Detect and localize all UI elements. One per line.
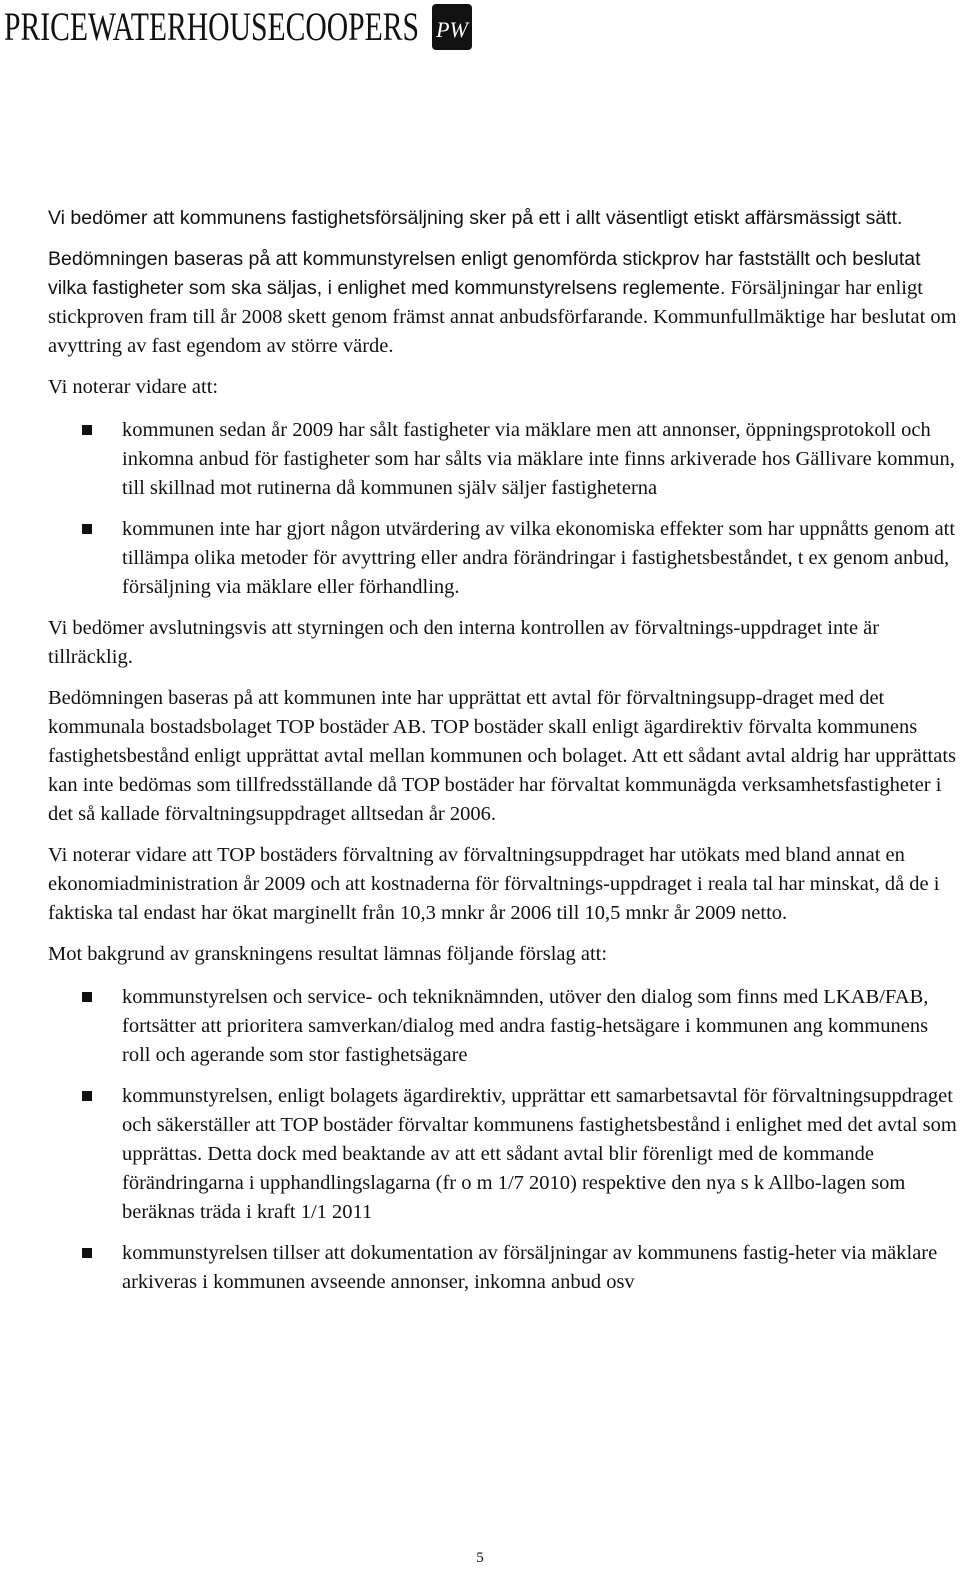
company-logo [4,0,474,52]
proposals-list [48,983,960,1297]
list-item [48,515,960,602]
conclusion-basis-paragraph: Bedömningen baseras på att kommunen inte har upprättat ett avtal för förvaltningsupp-draget med det kommunala bostadsbolaget TOP bostäder AB. TOP bostäder skall enligt ägardirektiv förvalta kommunens fastighetsbestånd enligt upprättat avtal mellan kommunen och bolaget. Att ett sådant avtal aldrig har upprättats kan inte bedömas som tillfredsställande då TOP bostäder har förvaltat kommunägda verksamhetsfastigheter i det så kallade förvaltningsuppdraget alltsedan år 2006. [48,687,957,825]
conclusion-paragraph: Vi bedömer avslutningsvis att styrningen och den interna kontrollen av förvaltnings-uppdraget inte är tillräcklig. [48,617,880,668]
assessment-basis-sans-text: Bedömningen baseras på att kommunstyrelsen enligt genomförda stickprov har fastställt och beslutat vilka fastigheter som ska säljas, i enlighet med kommunstyrelsens reglemente. [48,248,921,299]
assessment-basis-paragraph [48,245,960,361]
list-item-text: kommunen sedan år 2009 har sålt fastigheter via mäklare men att annonser, öppningsprotokoll och inkomna anbud för fastigheter som har sålts via mäklare inte finns arkiverade hos Gällivare kommun, till skillnad mot rutinerna då kommunen själv säljer fastigheterna [122,419,955,499]
assessment-ethics-paragraph: Vi bedömer att kommunens fastighetsförsäljning sker på ett i allt väsentligt etiskt affärsmässigt sätt. [48,207,903,229]
square-bullet-icon [82,1091,92,1101]
list-item [48,1239,960,1297]
square-bullet-icon [82,524,92,534]
assessment-basis-serif-text: Försäljningar har enligt stickproven fram till år 2008 skett genom främst annat anbudsförfarande. Kommunfullmäktige har beslutat om avyttring av fast egendom av större värde. [48,277,957,357]
proposals-intro-paragraph: Mot bakgrund av granskningens resultat lämnas följande förslag att: [48,943,608,965]
document-body [48,204,960,1309]
logo-mark-text: PW [436,17,468,42]
page-number: 5 [476,1550,484,1566]
top-bostader-paragraph: Vi noterar vidare att TOP bostäders förvaltning av förvaltningsuppdraget har utökats med bland annat en ekonomiadministration år 2009 och att kostnaderna för förvaltnings-uppdraget i reala tal har minskat, då de i faktiska tal endast har ökat marginellt från 10,3 mnkr år 2006 till 10,5 mnkr år 2009 netto. [48,844,940,924]
list-item [48,416,960,503]
square-bullet-icon [82,1248,92,1258]
list-item [48,1082,960,1227]
list-item-text: kommunstyrelsen tillser att dokumentation av försäljningar av kommunens fastig-heter via mäklare arkiveras i kommunen avseende annonser, inkomna anbud osv [122,1242,938,1293]
notes-intro-paragraph: Vi noterar vidare att: [48,376,219,398]
square-bullet-icon [82,425,92,435]
list-item-text: kommunen inte har gjort någon utvärdering av vilka ekonomiska effekter som har uppnåtts genom att tillämpa olika metoder för avyttring eller andra förändringar i fastighetsbeståndet, t ex genom anbud, försäljning via mäklare eller förhandling. [122,518,956,598]
square-bullet-icon [82,992,92,1002]
list-item-text: kommunstyrelsen och service- och tekniknämnden, utöver den dialog som finns med LKAB/FAB, fortsätter att prioritera samverkan/dialog med andra fastig-hetsägare i kommunen ang kommunens roll och agerande som stor fastighetsägare [122,986,929,1066]
notes-list [48,416,960,602]
logo-wordmark: PRICEWATERHOUSECOOPERS [4,4,419,49]
list-item [48,983,960,1070]
list-item-text: kommunstyrelsen, enligt bolagets ägardirektiv, upprättar ett samarbetsavtal för förvaltningsuppdraget och säkerställer att TOP bostäder förvaltar kommunens fastighetsbestånd i enlighet med det avtal som upprättas. Detta dock med beaktande av att ett sådant avtal blir förenligt med de kommande förändringarna i upphandlingslagarna (fr o m 1/7 2010) respektive den nya s k Allbo-lagen som beräknas träda i kraft 1/1 2011 [122,1085,957,1223]
